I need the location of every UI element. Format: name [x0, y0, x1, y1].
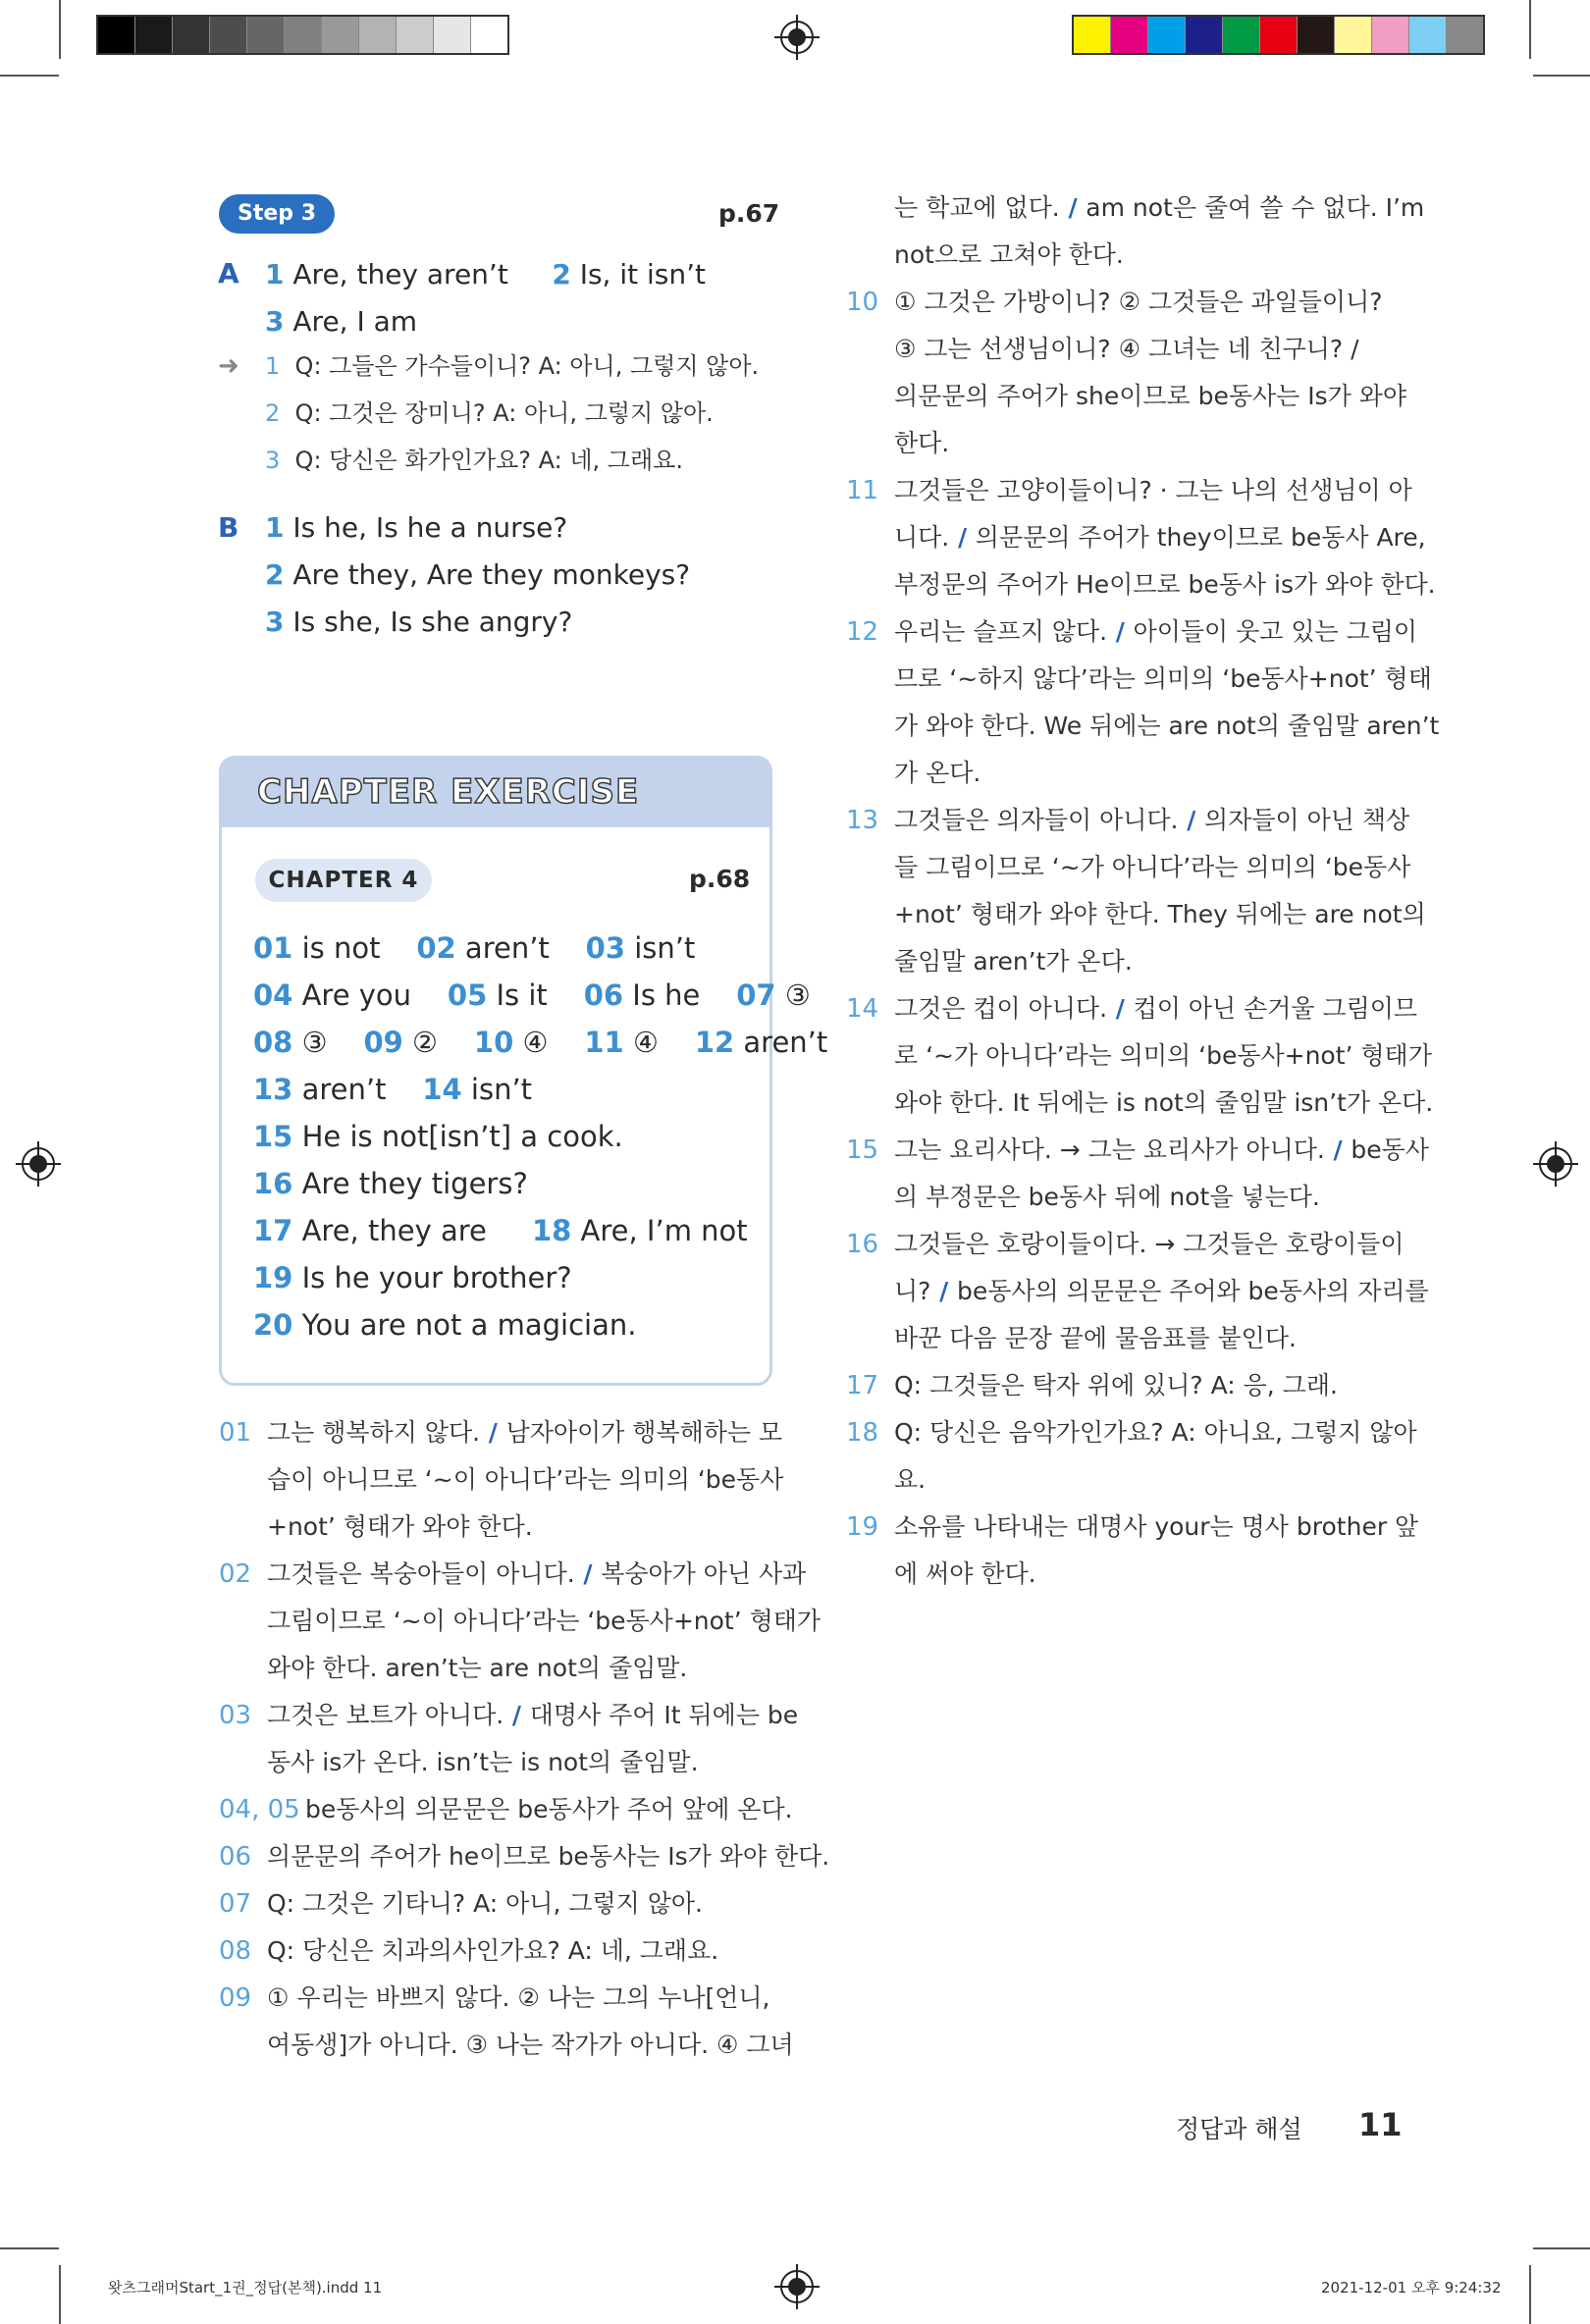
separator-slash: / [1059, 193, 1086, 222]
explanation-item [219, 1975, 794, 2069]
explanation-number: 06 [219, 1842, 252, 1872]
explanation-item [219, 1786, 793, 1833]
chapter-exercise-title: CHAPTER EXERCISE [257, 772, 640, 812]
arrow-icon: ➜ [218, 351, 239, 381]
exercise-answers-row: 15 He is not[isn’t] a cook. [253, 1120, 623, 1153]
registration-mark [780, 21, 814, 54]
explanation-line: 므로 ‘~하지 않다’라는 의미의 ‘be동사+not’ 형태 [894, 664, 1432, 693]
explanation-item [846, 1409, 1417, 1504]
explanation-item [219, 1409, 784, 1551]
translation-note: 2 Q: 그것은 장미니? A: 아니, 그렇지 않아. [265, 399, 714, 427]
exercise-answers-row: 13 aren’t 14 isn’t [253, 1073, 533, 1106]
explanation-line: be동사의 의문문은 be동사가 주어 앞에 온다. [305, 1795, 793, 1823]
separator-slash: / [1107, 994, 1134, 1023]
explanation-line: 의문문의 주어가 she이므로 be동사는 Is가 와야 [894, 382, 1407, 410]
page-ref: p.67 [718, 199, 780, 228]
explanation-line: ① 그것은 가방이니? ② 그것들은 과일들이니? [894, 288, 1383, 316]
explanation-number: 03 [219, 1701, 252, 1730]
exercise-answers-row: 17 Are, they are 18 Are, I’m not [253, 1214, 748, 1247]
answer-line: 1 Are, they aren’t 2 Is, it isn’t [265, 258, 706, 290]
exercise-answers-row: 19 Is he your brother? [253, 1261, 572, 1294]
answer-line: 2 Are they, Are they monkeys? [265, 558, 691, 591]
explanation-item [219, 1833, 830, 1880]
explanation-line: ① 우리는 바쁘지 않다. ② 나는 그의 누나[언니, [267, 1983, 770, 2012]
registration-mark [780, 2270, 814, 2303]
explanation-line: 한다. [894, 429, 950, 457]
explanation-item [846, 797, 1426, 985]
explanation-line: 그것들은 복숭아들이 아니다. / 복숭아가 아닌 사과 [267, 1559, 807, 1588]
explanation-line: not으로 고쳐야 한다. [894, 240, 1124, 269]
explanation-number: 13 [846, 806, 879, 835]
separator-slash: / [1107, 617, 1134, 646]
section-letter-b: B [218, 511, 239, 544]
page-ref: p.68 [689, 865, 751, 893]
separator-slash: / [1178, 806, 1205, 834]
explanation-item [219, 1551, 822, 1692]
explanation-line: 로 ‘~가 아니다’라는 의미의 ‘be동사+not’ 형태가 [894, 1041, 1432, 1070]
exercise-answers-row: 16 Are they tigers? [253, 1167, 528, 1200]
explanation-line: 들 그림이므로 ‘~가 아니다’라는 의미의 ‘be동사 [894, 853, 1411, 881]
explanation-line: 그것은 컵이 아니다. / 컵이 아닌 손거울 그림이므 [894, 994, 1418, 1023]
explanation-line: 그림이므로 ‘~이 아니다’라는 ‘be동사+not’ 형태가 [267, 1607, 822, 1635]
explanation-line: 가 온다. [894, 759, 981, 787]
explanation-line: 그는 요리사다. → 그는 요리사가 아니다. / be동사 [894, 1136, 1429, 1164]
explanation-line: 우리는 슬프지 않다. / 아이들이 웃고 있는 그림이 [894, 617, 1418, 646]
explanation-line: ③ 그는 선생님이니? ④ 그녀는 네 친구니? / [894, 335, 1359, 363]
explanation-line: 의 부정문은 be동사 뒤에 not을 넣는다. [894, 1183, 1320, 1211]
crop-mark [0, 75, 59, 77]
explanation-line: 와야 한다. aren’t는 are not의 줄임말. [267, 1654, 688, 1682]
answer-line: 3 Are, I am [265, 305, 418, 338]
explanation-line: 동사 is가 온다. isn’t는 is not의 줄임말. [267, 1748, 699, 1776]
registration-mark [1539, 1147, 1572, 1181]
separator-slash: / [504, 1701, 530, 1729]
explanation-line: 요. [894, 1465, 927, 1494]
explanation-line: 소유를 나타내는 대명사 your는 명사 brother 앞 [894, 1512, 1419, 1541]
explanation-item [846, 1504, 1419, 1598]
explanation-line: 그것들은 고양이들이니? · 그는 나의 선생님이 아 [894, 476, 1412, 504]
separator-slash: / [480, 1418, 506, 1447]
separator-slash: / [930, 1277, 957, 1305]
exercise-answers-row: 20 You are not a magician. [253, 1308, 637, 1342]
explanation-number: 14 [846, 994, 879, 1024]
explanation-line: 니다. / 의문문의 주어가 they이므로 be동사 Are, [894, 523, 1426, 552]
explanation-number: 11 [846, 476, 879, 505]
explanation-line: 와야 한다. It 뒤에는 is not의 줄임말 isn’t가 온다. [894, 1088, 1434, 1117]
crop-mark [1529, 2265, 1531, 2324]
slug-file: 왓츠그래머Start_1권_정답(본책).indd 11 [108, 2279, 383, 2297]
crop-mark [59, 0, 61, 59]
section-letter-a: A [218, 257, 239, 290]
explanation-line: 에 써야 한다. [894, 1559, 1036, 1588]
crop-mark [59, 2265, 61, 2324]
explanations-left-column [219, 1409, 830, 2077]
explanation-line: 가 와야 한다. We 뒤에는 are not의 줄임말 aren’t [894, 712, 1440, 740]
crop-mark [0, 2247, 59, 2249]
answer-line: 1 Is he, Is he a nurse? [265, 511, 568, 544]
explanation-number: 01 [219, 1418, 252, 1448]
explanation-line: 그것들은 호랑이들이다. → 그것들은 호랑이들이 [894, 1230, 1404, 1258]
explanation-number: 17 [846, 1371, 879, 1400]
explanation-number: 10 [846, 288, 879, 317]
explanation-item [846, 1127, 1429, 1221]
translation-note: 1 Q: 그들은 가수들이니? A: 아니, 그렇지 않아. [265, 352, 760, 380]
chapter-exercise-box [219, 756, 828, 1386]
chapter-exercise-header [222, 759, 769, 827]
explanation-line: +not’ 형태가 와야 한다. They 뒤에는 are not의 [894, 900, 1426, 928]
explanation-line: 줄임말 aren’t가 온다. [894, 947, 1133, 976]
color-swatches [1072, 15, 1485, 55]
separator-slash: / [1324, 1136, 1352, 1164]
step-badge: Step 3 [219, 194, 335, 234]
explanation-line: 그것들은 의자들이 아니다. / 의자들이 아닌 책상 [894, 806, 1410, 834]
answer-line: 3 Is she, Is she angry? [265, 606, 573, 638]
explanation-number: 08 [219, 1936, 252, 1966]
explanation-line: 는 학교에 없다. / am not은 줄여 쓸 수 없다. I’m [894, 193, 1425, 222]
separator-slash: / [574, 1559, 602, 1588]
registration-mark [22, 1147, 55, 1181]
explanation-line: 그것은 보트가 아니다. / 대명사 주어 It 뒤에는 be [267, 1701, 799, 1729]
translation-note: 3 Q: 당신은 화가인가요? A: 네, 그래요. [265, 447, 683, 474]
explanation-line: 의문문의 주어가 he이므로 be동사는 Is가 와야 한다. [267, 1842, 830, 1871]
explanation-line: +not’ 형태가 와야 한다. [267, 1512, 533, 1541]
crop-mark [1533, 2247, 1590, 2249]
exercise-answers-row: 04 Are you 05 Is it 06 Is he 07 ③ [253, 978, 811, 1012]
slug-date: 2021-12-01 오후 9:24:32 [1321, 2279, 1502, 2297]
explanation-item [219, 1880, 778, 1928]
explanation-line: 습이 아니므로 ‘~이 아니다’라는 의미의 ‘be동사 [267, 1465, 784, 1494]
explanation-number: 18 [846, 1418, 879, 1448]
explanation-number: 12 [846, 617, 879, 647]
grayscale-swatches [96, 15, 509, 55]
footer-label: 정답과 해설 [1176, 2115, 1302, 2143]
exercise-answers-row: 08 ③ 09 ② 10 ④ 11 ④ 12 aren’t [253, 1026, 828, 1059]
explanation-number: 19 [846, 1512, 879, 1542]
explanations-right-column [846, 185, 1440, 1617]
explanation-number: 07 [219, 1889, 252, 1919]
explanation-line: Q: 그것은 기타니? A: 아니, 그렇지 않아. [267, 1889, 703, 1918]
explanation-number: 16 [846, 1230, 879, 1259]
explanation-item [846, 1221, 1429, 1362]
explanation-number: 04, 05 [219, 1795, 300, 1824]
crop-mark [1529, 0, 1531, 59]
explanation-item [846, 1362, 1405, 1409]
explanation-line: 니? / be동사의 의문문은 주어와 be동사의 자리를 [894, 1277, 1429, 1305]
explanation-line: Q: 그것들은 탁자 위에 있니? A: 응, 그래. [894, 1371, 1338, 1400]
explanation-number: 15 [846, 1136, 879, 1165]
explanation-number: 02 [219, 1559, 252, 1589]
explanation-item [846, 985, 1434, 1127]
page-number: 11 [1358, 2106, 1403, 2143]
explanation-line: Q: 당신은 음악가인가요? A: 아니요, 그렇지 않아 [894, 1418, 1417, 1447]
explanation-item [846, 185, 1425, 279]
explanation-line: 그는 행복하지 않다. / 남자아이가 행복해하는 모 [267, 1418, 783, 1447]
crop-mark [1533, 75, 1590, 77]
explanation-number: 09 [219, 1983, 252, 2013]
separator-slash: / [949, 523, 976, 552]
explanation-line: 여동생]가 아니다. ③ 나는 작가가 아니다. ④ 그녀 [267, 2031, 794, 2059]
explanation-item [219, 1928, 778, 1975]
explanation-item [846, 467, 1436, 608]
explanation-line: 부정문의 주어가 He이므로 be동사 is가 와야 한다. [894, 570, 1436, 599]
exercise-answers-row: 01 is not 02 aren’t 03 isn’t [253, 931, 696, 965]
explanation-item [846, 279, 1405, 467]
explanation-item [219, 1692, 799, 1786]
explanation-item [846, 608, 1440, 797]
explanation-line: 바꾼 다음 문장 끝에 물음표를 붙인다. [894, 1324, 1297, 1352]
explanation-line: Q: 당신은 치과의사인가요? A: 네, 그래요. [267, 1936, 719, 1965]
chapter-badge: CHAPTER 4 [255, 859, 432, 902]
